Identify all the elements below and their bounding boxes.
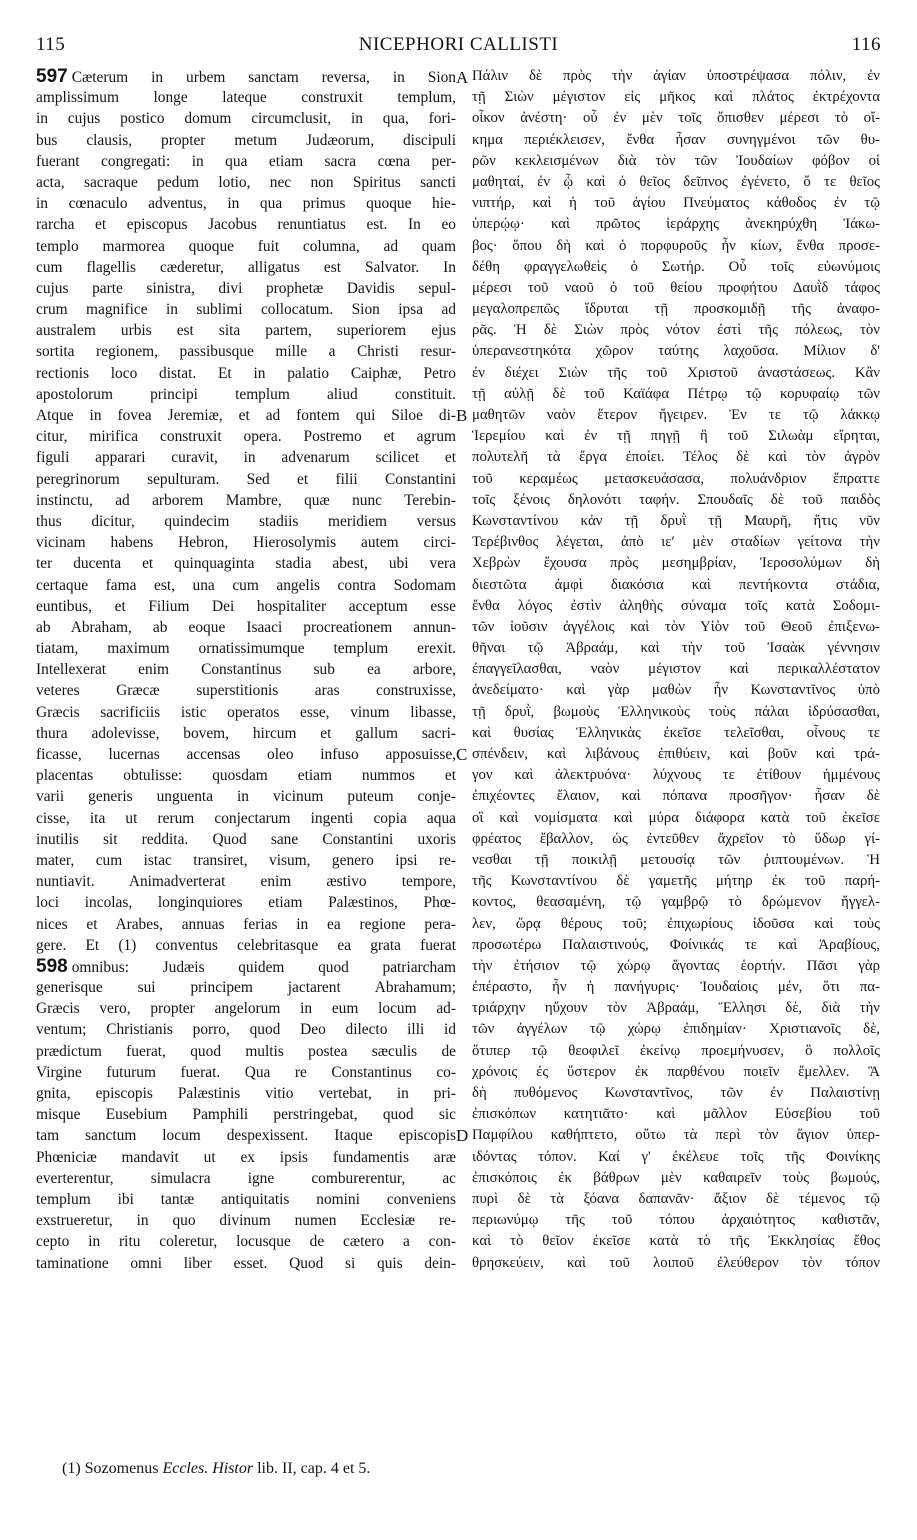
- latin-text: loci incolas, longinquiores etiam Palæstinos, Phœ-: [36, 894, 456, 912]
- latin-text: templum ibi tantæ antiquitatis nomini conveniens: [36, 1190, 456, 1208]
- latin-text: tam sanctum locum despexissent. Itaque episcopis: [36, 1127, 456, 1145]
- greek-text: μαθητῶν ναὸν ἕτερον ἤγειρεν. Ἐν τε τῷ λάκκῳ: [472, 407, 880, 423]
- latin-text: Græcis vero, propter angelorum in eum locum ad-: [36, 1000, 456, 1018]
- greek-text: τριάρχην ηὔχουν τὸν Ἀβραάμ, Ἕλλησι δὲ, διὰ τὴν: [472, 1000, 880, 1017]
- greek-line: [472, 1104, 880, 1125]
- latin-line: [36, 257, 456, 278]
- greek-line: [472, 1189, 880, 1210]
- latin-line: [36, 447, 456, 468]
- latin-text: misque Eusebium Pamphili perstringebat, quod sic: [36, 1106, 456, 1124]
- greek-line: [472, 1019, 880, 1040]
- latin-line: [36, 384, 456, 405]
- latin-text: fuerant congregati: in qua etiam sacra cœna per-: [36, 152, 456, 170]
- greek-text: διεστῶτα ἀμφὶ διακόσια καὶ πεντήκοντα στάδια,: [472, 576, 880, 593]
- greek-line: [472, 786, 880, 807]
- greek-text: βος· ὅπου δὴ καὶ ὁ πορφυροῦς ἦν κίων, ἔνθα προσε-: [472, 237, 880, 254]
- greek-text: τοῖς ξένοις δηλονότι ταφήν. Σπουδαῖς δὲ τοῦ παιδὸς: [472, 491, 880, 508]
- greek-text: ἐπισκόπων κατητιᾶτο· καὶ μᾶλλον Εὐσεβίου τοῦ: [472, 1106, 880, 1123]
- latin-text: cepto in ritu coleretur, locusque de cætero a con-: [36, 1233, 456, 1251]
- latin-line: [36, 702, 456, 723]
- greek-line: [472, 1083, 880, 1104]
- greek-line: [472, 638, 880, 659]
- greek-text: μαθηταί, ἐν ᾧ καὶ ὁ θεῖος δεῖπνος ἐγένετο, ὅ τε θεῖος: [472, 173, 880, 190]
- latin-line: [36, 299, 456, 320]
- latin-line: [36, 214, 456, 235]
- latin-line: [36, 829, 456, 850]
- latin-line: [36, 511, 456, 532]
- greek-text: ἐν διέχει Σιὼν τῆς τοῦ Χριστοῦ ἀναστάσεως. Κἂν: [472, 364, 880, 381]
- greek-text: ὑπερανεστηκότα χῶρον ταύτης λαχοῦσα. Μίλιον δ': [472, 343, 880, 360]
- paragraph-number: 597: [36, 66, 68, 87]
- greek-text: φρέατος ἔβαλλον, ὡς ἐντεῦθεν ἄχρεῖον τὸ ὕδωρ γί-: [472, 830, 880, 847]
- latin-line: [36, 236, 456, 257]
- latin-line: [36, 871, 456, 892]
- greek-line: [472, 426, 880, 447]
- greek-line: [472, 341, 880, 362]
- greek-line: [472, 193, 880, 214]
- latin-text: exstrueretur, in quo divinum numen Ecclesiæ re-: [36, 1212, 456, 1230]
- latin-line: [36, 956, 456, 977]
- latin-line: [36, 1189, 456, 1210]
- latin-text: ter ducenta et quinquaginta stadia abest, ubi vera: [36, 555, 456, 573]
- greek-line: [472, 130, 880, 151]
- greek-text: ἔνθα λόγος ἐστὶν ἀληθὴς σύναμα τοῖς κατὰ Σοδομι-: [472, 597, 880, 614]
- greek-line: [472, 575, 880, 596]
- greek-line: [472, 850, 880, 871]
- latin-text: Atque in fovea Jeremiæ, et ad fontem qui Siloe di-: [36, 407, 456, 424]
- greek-line: [472, 1253, 880, 1274]
- latin-text: in cujus postico domum circumclusit, in qua, fori-: [36, 110, 456, 128]
- greek-text: γον καὶ ἀλεκτρυόνα· λύχνους τε ἐτίθουν ἡμμένους: [472, 767, 880, 784]
- greek-text: δὴ πυθόμενος Κωνσταντῖνος, τῶν ἐν Παλαιστίνῃ: [472, 1085, 880, 1101]
- latin-line: [36, 1210, 456, 1231]
- greek-line: [472, 680, 880, 701]
- greek-text: πυρὶ δὲ τὰ ξόανα δαπανᾶν· ἄξιον δὲ τέμενος τῷ: [472, 1190, 880, 1207]
- latin-text: amplissimum longe lateque construxit templum,: [36, 89, 456, 107]
- latin-line: [36, 1147, 456, 1168]
- latin-line: [36, 765, 456, 786]
- greek-line: [472, 172, 880, 193]
- greek-line: [472, 490, 880, 511]
- greek-text: Παμφίλου καθήπτετο, οὕτω τὰ περὶ τὸν ἅγιον ὑπερ-: [472, 1127, 880, 1144]
- latin-line: [36, 596, 456, 617]
- latin-text: australem urbis est sita partem, superiorem ejus: [36, 322, 456, 340]
- greek-line: [472, 914, 880, 935]
- greek-line: [472, 257, 880, 278]
- greek-line: [472, 87, 880, 108]
- latin-text: inutilis sit reddita. Quod sane Constantini uxoris: [36, 830, 456, 848]
- latin-text: crum magnifice in sublimi collocatum. Sion ipsa ad: [36, 301, 456, 319]
- greek-text: θρησκεύειν, καὶ τοῦ λοιποῦ ἐλεύθερον τὸν τόπον: [472, 1254, 880, 1271]
- greek-line: [472, 702, 880, 723]
- greek-text: ἀνεδείματο· καὶ γὰρ μαθὼν ἦν Κωνσταντῖνος ὑπὸ: [472, 682, 880, 699]
- latin-line: [36, 172, 456, 193]
- latin-line: [36, 469, 456, 490]
- greek-text: Τερέβινθος λέγεται, ἀπὸ ιεʹ μὲν σταδίων γείτονα τὴν: [472, 534, 880, 551]
- greek-text: δέθη φραγγελωθεὶς ὁ Σωτήρ. Οὗ τοῖς εὐωνύμοις: [472, 258, 880, 275]
- greek-text: τὴν ἐτήσιον τῷ χώρῳ ἄγοντας ἑορτήν. Πᾶσι γὰρ: [472, 957, 880, 974]
- latin-text: Phœniciæ mandavit ut ex ipsis fundamentis aræ: [36, 1148, 456, 1166]
- greek-text: ρᾶς. Ἡ δὲ Σιὼν πρὸς νότον ἐστὶ τῆς πόλεως, τὸν: [472, 322, 880, 339]
- greek-line: [472, 1041, 880, 1062]
- latin-text: taminatione omni liber esset. Quod si quis dein-: [36, 1254, 456, 1272]
- greek-text: προσωτέρω Παλαιστινούς, Φοίνικάς τε καὶ Ἀραβίους,: [472, 936, 880, 953]
- latin-text: varii generis unguenta in vicinum puteum conje-: [36, 788, 456, 806]
- latin-line: [36, 490, 456, 511]
- latin-text: Intellexerat enim Constantinus sub ea arbore,: [36, 661, 456, 679]
- greek-line: [472, 532, 880, 553]
- greek-text: τῶν ἀγγέλων τῷ χώρῳ ἐπιδημίαν· Χριστιανοῖς δὲ,: [472, 1021, 880, 1038]
- greek-line: [472, 723, 880, 744]
- latin-text: gere. Et (1) conventus celebritasque ea grata fuerat: [36, 936, 456, 954]
- latin-line: [36, 1019, 456, 1040]
- greek-line: [472, 1125, 880, 1146]
- greek-line: [472, 892, 880, 913]
- latin-text: Cæterum in urbem sanctam reversa, in Sion: [71, 69, 456, 86]
- latin-text: instinctu, ad arborem Mambre, quæ nunc Terebin-: [36, 491, 456, 509]
- greek-text: ιδόντας τόπον. Καί γ' ἐκέλευε τοῖς τῆς Φοινίκης: [472, 1148, 880, 1165]
- latin-line: [36, 87, 456, 108]
- greek-text: οἳ καὶ νομίσματα καὶ μύρα διάφορα κατὰ τοῦ ἐκεῖσε: [472, 809, 880, 826]
- latin-text: rectionis loco distat. Et in palatio Caiphæ, Petro: [36, 364, 456, 382]
- latin-line: [36, 1083, 456, 1104]
- latin-line: [36, 553, 456, 574]
- greek-line: [472, 278, 880, 299]
- greek-line: [472, 596, 880, 617]
- greek-text: νεσθαι τῇ ποικιλῇ μετουσίᾳ τῶν ῥιπτουμένων. Ἡ: [472, 851, 880, 868]
- greek-line: [472, 956, 880, 977]
- greek-line: [472, 151, 880, 172]
- greek-text: οἶκον ἀνέστη· οὗ ἐν μὲν τοῖς ὄπισθεν μέρεσι τὸ οἴ-: [472, 110, 880, 127]
- greek-text: Ἱερεμίου καὶ ἐν τῇ πηγῇ ἣ τοῦ Σιλωὰμ εἴρηται,: [472, 428, 880, 445]
- margin-letter-a: A: [456, 68, 469, 87]
- latin-text: omnibus: Judæis quidem quod patriarcham: [71, 958, 456, 976]
- greek-text: ρῶν κεκλεισμένων διὰ τὸν τῶν Ἰουδαίων φόβον οἱ: [472, 152, 880, 169]
- latin-text: certaque fama est, una cum angelis contra Sodomam: [36, 576, 456, 594]
- latin-line: [36, 66, 456, 87]
- greek-line: [472, 469, 880, 490]
- greek-text: τῇ αὐλῇ δὲ τοῦ Καϊάφα Πέτρῳ τῷ κορυφαίῳ τῶν: [472, 385, 880, 402]
- greek-text: νιπτήρ, καὶ ἡ τοῦ ἁγίου Πνεύματος κάθοδος ἐν τῷ: [472, 195, 880, 212]
- latin-line: [36, 1062, 456, 1083]
- greek-text: καὶ θυσίας Ἑλληνικὰς ἐκεῖσε τελεῖσθαι, οἶνους τε: [472, 724, 880, 741]
- greek-column: [472, 66, 880, 1274]
- latin-text: prædictum fuerat, quod multis postea sæculis de: [36, 1042, 456, 1060]
- latin-line: [36, 786, 456, 807]
- latin-text: tiatam, maximum ornatissimumque templum erexit.: [36, 640, 456, 658]
- greek-line: [472, 935, 880, 956]
- latin-text: Virgine futurum fuerat. Qua re Constantinus co-: [36, 1063, 456, 1081]
- page-number-right: 116: [851, 34, 881, 55]
- greek-text: μεγαλοπρεπῶς ἵδρυται τῇ προσκομιδῇ τῆς ἀναφο-: [472, 301, 880, 318]
- latin-line: [36, 1168, 456, 1189]
- margin-letter-c: C: [456, 745, 468, 764]
- greek-text: περιωνύμῳ τῆς τοῦ τόπου ἀρχαιότητος καθιστᾶν,: [472, 1212, 880, 1229]
- greek-text: θῆναι τῷ Ἀβραάμ, καὶ τὴν τοῦ Ἰσαὰκ γέννησιν: [472, 640, 880, 657]
- latin-line: [36, 977, 456, 998]
- latin-text: ab Abraham, ab eoque Isaaci procreationem annun-: [36, 618, 456, 636]
- greek-line: [472, 553, 880, 574]
- latin-text: mater, cum istac transiret, visum, genero ipsi re-: [36, 851, 456, 869]
- greek-text: τῇ δρυῒ, βωμοὺς Ἑλληνικοὺς τοὺς πάλαι ἱδρύσασθαι,: [472, 703, 880, 720]
- greek-text: λεν, ὥρᾳ θέρους τοῦ; ἐπιχωρίους ἰδοῦσα καὶ τοὺς: [472, 915, 880, 932]
- latin-text: veteres Græcæ superstitionis aras construxisse,: [36, 682, 456, 700]
- latin-line: [36, 892, 456, 913]
- greek-line: [472, 1147, 880, 1168]
- latin-text: peregrinorum sepulturam. Sed et filii Constantini: [36, 470, 456, 488]
- latin-line: [36, 617, 456, 638]
- greek-line: [472, 511, 880, 532]
- latin-line: [36, 998, 456, 1019]
- greek-text: ἐπισκόποις ἐκ βάθρων μὲν καθαιρεῖν τοὺς βωμούς,: [472, 1169, 880, 1186]
- greek-text: ἐπέραστο, ἦν ἡ πανήγυρις· Ἰουδαίοις μέν, ὅτι πα-: [472, 979, 880, 996]
- margin-letter-b: B: [456, 406, 468, 425]
- greek-line: [472, 299, 880, 320]
- paragraph-number: 598: [36, 955, 68, 977]
- greek-text: ὑπερῴῳ· καὶ πρῶτος ἱεράρχης ἀνεκηρύχθη Ἰάκω-: [472, 216, 880, 233]
- greek-line: [472, 1210, 880, 1231]
- greek-line: [472, 1231, 880, 1252]
- latin-column: [36, 66, 456, 1274]
- greek-line: [472, 998, 880, 1019]
- latin-line: [36, 1231, 456, 1252]
- latin-line: [36, 914, 456, 935]
- running-title: NICEPHORI CALLISTI: [358, 34, 559, 55]
- greek-line: [472, 363, 880, 384]
- latin-line: [36, 659, 456, 680]
- greek-line: [472, 66, 880, 87]
- latin-line: [36, 320, 456, 341]
- latin-line: [36, 1253, 456, 1274]
- latin-line: [36, 151, 456, 172]
- latin-line: [36, 575, 456, 596]
- latin-line: [36, 426, 456, 447]
- latin-line: [36, 638, 456, 659]
- latin-text: ventum; Christianis porro, quod Deo dilecto illi id: [36, 1021, 456, 1039]
- latin-line: [36, 850, 456, 871]
- latin-text: cum flagellis cæderetur, alligatus est Salvator. In: [36, 258, 456, 276]
- greek-text: κημα περιέκλεισεν, ἔνθα ἦσαν συνηγμένοι τῶν θυ-: [472, 131, 880, 148]
- latin-text: vicinam habens Hebron, Hierosolymis autem circi-: [36, 534, 456, 552]
- latin-line: [36, 193, 456, 214]
- greek-text: σπένδειν, καὶ λιβάνους ἐπιθύειν, καὶ βοῦν καὶ τρά-: [472, 746, 880, 762]
- latin-line: [36, 278, 456, 299]
- running-header: [36, 34, 881, 60]
- greek-text: μέρεσι τοῦ ναοῦ ὁ τοῦ θείου προφήτου Δαυῒδ τάφος: [472, 279, 880, 296]
- latin-text: nices et Arabes, annuas ferias in ea regione pera-: [36, 915, 456, 933]
- latin-text: acta, sacraque pedum lotio, nec non Spiritus sancti: [36, 173, 456, 191]
- latin-line: [36, 405, 456, 426]
- footnote-work: Eccles. Histor: [162, 1460, 254, 1477]
- latin-text: rarcha et episcopus Jacobus renuntiatus est. In eo: [36, 216, 456, 234]
- greek-line: [472, 617, 880, 638]
- latin-text: placentas obtulisse: quosdam etiam nummos et: [36, 767, 456, 785]
- latin-text: cujus parte sinistra, divi prophetæ Davidis sepul-: [36, 279, 456, 297]
- greek-text: χρόνοις ἐς ὕστερον ἐκ παρθένου ποιεῖν ἔμελλεν. Ἃ: [472, 1063, 880, 1080]
- latin-text: generisque sui principem jactarent Abrahamum;: [36, 979, 456, 997]
- latin-text: templo marmorea quoque fuit columna, ad quam: [36, 237, 456, 255]
- greek-text: ἐπιχέοντες ἔλαιον, καὶ πόπανα προσῆγον· ἦσαν δὲ: [472, 788, 880, 805]
- latin-line: [36, 808, 456, 829]
- latin-text: nuntiavit. Animadverterat enim æstivo tempore,: [36, 873, 456, 891]
- latin-text: sortita regionem, passibusque mille a Christi resur-: [36, 343, 456, 361]
- latin-line: [36, 108, 456, 129]
- latin-line: [36, 680, 456, 701]
- greek-text: Πάλιν δὲ πρὸς τὴν ἁγίαν ὑποστρέψασα πόλιν, ἐν: [472, 68, 880, 84]
- greek-text: ἐπαγγεῖλασθαι, ναὸν μέγιστον καὶ περικαλλέστατον: [472, 661, 880, 678]
- latin-line: [36, 341, 456, 362]
- latin-text: euntibus, et Filium Dei hospitaliter acceptum esse: [36, 597, 456, 615]
- greek-line: [472, 1168, 880, 1189]
- greek-line: [472, 447, 880, 468]
- greek-line: [472, 977, 880, 998]
- greek-text: τῶν ἰοῦσιν ἀγγέλοις καὶ τὸν Υἱὸν τοῦ Θεοῦ ἐπιξενω-: [472, 618, 880, 635]
- latin-line: [36, 935, 456, 956]
- greek-line: [472, 405, 880, 426]
- latin-text: thus dicitur, quindecim stadiis meridiem versus: [36, 512, 456, 530]
- greek-text: τῇ Σιὼν μέγιστον εἰς μῆκος καὶ πλάτος ἐκτρέχοντα: [472, 89, 880, 106]
- greek-line: [472, 829, 880, 850]
- greek-line: [472, 765, 880, 786]
- greek-line: [472, 808, 880, 829]
- latin-line: [36, 1125, 456, 1146]
- latin-text: everterentur, simulacra igne comburerentur, ac: [36, 1169, 456, 1187]
- greek-line: [472, 659, 880, 680]
- greek-text: καὶ τὸ θεῖον ἐκεῖσε κατὰ τὸ τῆς Ἐκκλησίας ἔθος: [472, 1233, 880, 1250]
- latin-text: thura adolevisse, bovem, hircum et gallum sacri-: [36, 724, 456, 742]
- greek-line: [472, 384, 880, 405]
- margin-letter-d: D: [456, 1126, 469, 1145]
- latin-line: [36, 744, 456, 765]
- greek-text: Κωνσταντίνου κἀν τῇ δρυῒ τῇ Μαυρῆ, ἥτις νῦν: [472, 512, 880, 529]
- latin-text: apostolorum principi templum aliud constituit.: [36, 385, 456, 403]
- greek-line: [472, 214, 880, 235]
- greek-text: πολυτελῆ τὰ ἔργα ἐποίει. Τέλος δὲ καὶ τὸν ἀγρὸν: [472, 449, 880, 466]
- latin-text: figuli apparari curavit, in advenarum scilicet et: [36, 449, 456, 467]
- greek-text: τῆς Κωνσταντίνου δὲ γαμετῆς μήτηρ ἐκ τοῦ παρή-: [472, 873, 880, 890]
- latin-line: [36, 363, 456, 384]
- greek-line: [472, 108, 880, 129]
- greek-line: [472, 871, 880, 892]
- footnote-prefix: (1) Sozomenus: [62, 1460, 159, 1477]
- latin-text: bus clausis, propter metum Judæorum, discipuli: [36, 131, 456, 149]
- latin-text: cisse, ita ut rerum conjectarum ingenti copia aqua: [36, 809, 456, 827]
- greek-line: [472, 744, 880, 765]
- greek-line: [472, 236, 880, 257]
- greek-text: κοντος, θεασαμένη, τῷ γαμβρῷ τὸ δρώμενον ἤγγελ-: [472, 894, 880, 911]
- latin-line: [36, 1041, 456, 1062]
- latin-text: in cœnaculo adventus, in qua primus quoque hie-: [36, 195, 456, 213]
- greek-line: [472, 320, 880, 341]
- latin-line: [36, 532, 456, 553]
- latin-line: [36, 130, 456, 151]
- footnote: [62, 1460, 370, 1478]
- greek-text: τοῦ κεραμέως μετασκευάσασα, πολυάνδριον ἔπραττε: [472, 470, 880, 487]
- page-number-left: 115: [36, 34, 66, 55]
- latin-text: citur, mirifica construxit opera. Postremo et agrum: [36, 428, 456, 446]
- greek-text: ὅτιπερ τῷ θεοφιλεῖ ἐκείνῳ προεμήνυσεν, ὃ πολλοῖς: [472, 1042, 880, 1059]
- greek-line: [472, 1062, 880, 1083]
- latin-line: [36, 723, 456, 744]
- footnote-ref: lib. II, cap. 4 et 5.: [257, 1460, 371, 1477]
- latin-text: gnita, episcopis Palæstinis vitio vertebat, in pri-: [36, 1085, 456, 1102]
- latin-text: Græcis sacrificiis istic operatos esse, vinum libasse,: [36, 703, 456, 721]
- latin-text: ficasse, lucernas accensas oleo infuso apposuisse,: [36, 746, 456, 763]
- greek-text: Χεβρὼν ἔχουσα πρὸς μεσημβρίαν, Ἱεροσολύμων δὴ: [472, 555, 880, 572]
- latin-line: [36, 1104, 456, 1125]
